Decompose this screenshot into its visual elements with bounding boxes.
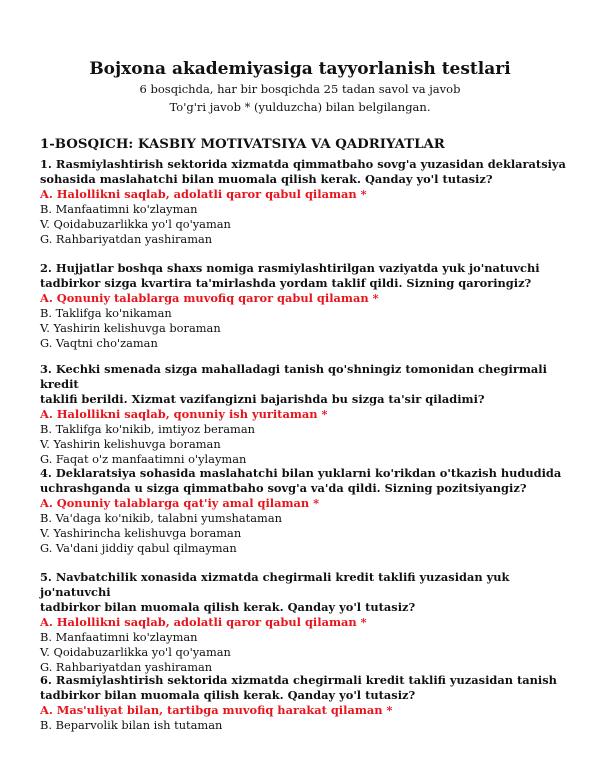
question-3 [40, 362, 570, 467]
question-text: 2. Hujjatlar boshqa shaxs nomiga rasmiylashtirilgan vaziyatda yuk jo'natuvchi tadbirkor sizga kvartira ta'mirlashda yordam taklif qildi. Sizning qaroringiz? [40, 261, 540, 290]
option-g: G. Rahbariyatdan yashiraman [40, 232, 213, 246]
option-b: B. Beparvolik bilan ish tutaman [40, 718, 223, 732]
question-1 [40, 157, 570, 247]
option-a-correct: A. Halollikni saqlab, adolatli qaror qabul qilaman * [40, 615, 367, 629]
question-4 [40, 466, 570, 556]
question-text: 5. Navbatchilik xonasida xizmatda chegirmali kredit taklifi yuzasidan yuk jo'natuvchi tadbirkor bilan muomala qilish kerak. Qanday yo'l tutasiz? [40, 570, 510, 614]
option-b: B. Taklifga ko'nikib, imtiyoz beraman [40, 422, 255, 436]
question-5 [40, 570, 570, 675]
option-v: V. Qoidabuzarlikka yo'l qo'yaman [40, 217, 231, 231]
question-text: 4. Deklaratsiya sohasida maslahatchi bilan yuklarni ko'rikdan o'tkazish hududida uchrashganda u sizga qimmatbaho sovg'a va'da qildi. Sizning pozitsiyangiz? [40, 466, 562, 495]
option-g: G. Rahbariyatdan yashiraman [40, 660, 213, 674]
option-b: B. Taklifga ko'nikaman [40, 306, 172, 320]
option-v: V. Yashirin kelishuvga boraman [40, 321, 221, 335]
question-text: 3. Kechki smenada sizga mahalladagi tanish qo'shningiz tomonidan chegirmali kredit taklifi berildi. Xizmat vazifangizni bajarishda bu sizga ta'sir qiladimi? [40, 362, 547, 406]
option-v: V. Yashirin kelishuvga boraman [40, 437, 221, 451]
option-a-correct: A. Qonuniy talablarga qat'iy amal qilaman * [40, 496, 320, 510]
document-subtitle-legend: To'g'ri javob * (yulduzcha) bilan belgilangan. [169, 100, 431, 114]
option-b: B. Va'daga ko'nikib, talabni yumshataman [40, 511, 282, 525]
document-title: Bojxona akademiyasiga tayyorlanish testlari [89, 59, 511, 79]
option-v: V. Yashirincha kelishuvga boraman [40, 526, 242, 540]
option-v: V. Qoidabuzarlikka yo'l qo'yaman [40, 645, 231, 659]
option-g: G. Va'dani jiddiy qabul qilmayman [40, 541, 237, 555]
option-a-correct: A. Halollikni saqlab, adolatli qaror qabul qilaman * [40, 187, 367, 201]
option-g: G. Faqat o'z manfaatimni o'ylayman [40, 452, 247, 466]
option-b: B. Manfaatimni ko'zlayman [40, 630, 198, 644]
option-a-correct: A. Qonuniy talablarga muvofiq qaror qabul qilaman * [40, 291, 379, 305]
document-subtitle-stages: 6 bosqichda, har bir bosqichda 25 tadan savol va javob [139, 82, 461, 96]
option-g: G. Vaqtni cho'zaman [40, 336, 158, 350]
option-a-correct: A. Halollikni saqlab, qonuniy ish yuritaman * [40, 407, 328, 421]
question-text: 1. Rasmiylashtirish sektorida xizmatda qimmatbaho sovg'a yuzasidan deklaratsiya sohasida maslahatchi bilan muomala qilish kerak. Qanday yo'l tutasiz? [40, 157, 566, 186]
option-b: B. Manfaatimni ko'zlayman [40, 202, 198, 216]
option-a-correct: A. Mas'uliyat bilan, tartibga muvofiq harakat qilaman * [40, 703, 393, 717]
question-2 [40, 261, 570, 351]
question-text: 6. Rasmiylashtirish sektorida xizmatda chegirmali kredit taklifi yuzasidan tanish tadbirkor bilan muomala qilish kerak. Qanday yo'l tutasiz? [40, 673, 557, 702]
question-6 [40, 673, 570, 733]
section-heading: 1-BOSQICH: KASBIY MOTIVATSIYA VA QADRIYATLAR [40, 137, 445, 152]
